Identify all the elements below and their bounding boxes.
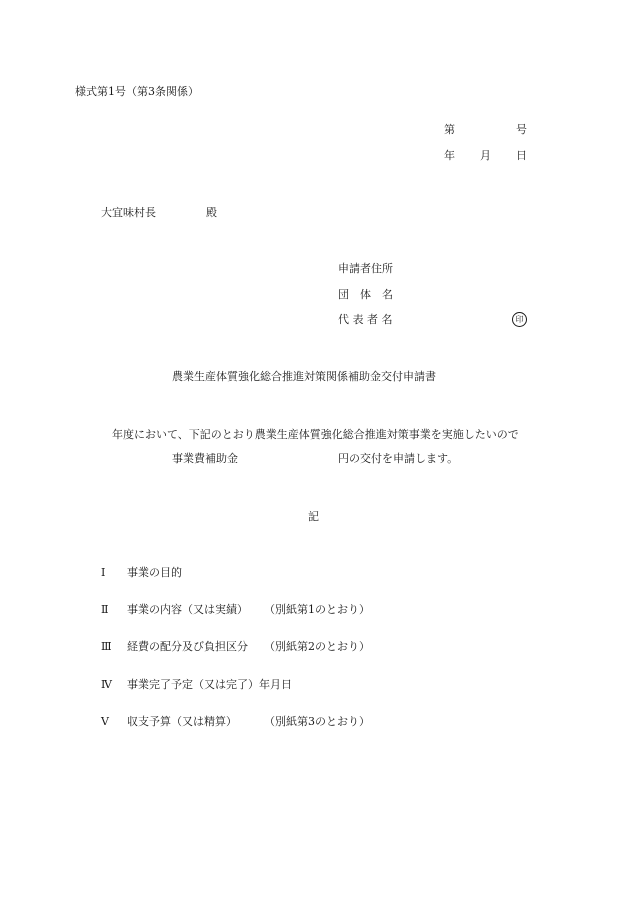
list-item bbox=[101, 567, 182, 578]
item-text: 事業完了予定（又は完了）年月日 bbox=[127, 678, 292, 691]
item-note: （別紙第3のとおり） bbox=[264, 715, 370, 728]
item-number: Ⅰ bbox=[101, 566, 106, 579]
body-subsidy-label: 事業費補助金 bbox=[172, 452, 238, 465]
applicant-group-label: 団 体 名 bbox=[338, 288, 393, 301]
ki-heading: 記 bbox=[308, 510, 319, 523]
body-line-1: 年度において、下記のとおり農業生産体質強化総合推進対策事業を実施したいので bbox=[112, 428, 519, 441]
form-id: 様式第1号（第3条関係） bbox=[75, 85, 199, 98]
item-number: Ⅳ bbox=[101, 678, 112, 691]
date-day: 日 bbox=[516, 149, 527, 162]
item-note: （別紙第2のとおり） bbox=[264, 640, 370, 653]
item-text: 事業の目的 bbox=[127, 566, 182, 579]
date-month: 月 bbox=[480, 149, 491, 162]
date-year: 年 bbox=[444, 149, 455, 162]
item-note: （別紙第1のとおり） bbox=[264, 603, 370, 616]
applicant-rep-label: 代 表 者 名 bbox=[338, 313, 393, 326]
addressee-name: 大宜味村長 bbox=[101, 206, 156, 219]
applicant-address-label: 申請者住所 bbox=[338, 262, 393, 275]
item-text: 経費の配分及び負担区分 bbox=[127, 640, 248, 653]
number-dai: 第 bbox=[444, 123, 455, 136]
document-title: 農業生産体質強化総合推進対策関係補助金交付申請書 bbox=[172, 370, 436, 383]
seal-mark: 印 bbox=[512, 312, 527, 327]
list-item bbox=[101, 604, 248, 615]
addressee-honorific: 殿 bbox=[206, 206, 217, 219]
body-amount-text: 円の交付を申請します。 bbox=[338, 452, 459, 465]
list-item bbox=[101, 641, 248, 652]
list-item bbox=[101, 679, 292, 690]
item-number: Ⅱ bbox=[101, 603, 109, 616]
item-number: Ⅲ bbox=[101, 640, 112, 653]
list-item bbox=[101, 716, 237, 727]
item-text: 収支予算（又は精算） bbox=[127, 715, 237, 728]
number-go: 号 bbox=[516, 123, 527, 136]
item-text: 事業の内容（又は実績） bbox=[127, 603, 248, 616]
item-number: Ⅴ bbox=[101, 715, 109, 728]
